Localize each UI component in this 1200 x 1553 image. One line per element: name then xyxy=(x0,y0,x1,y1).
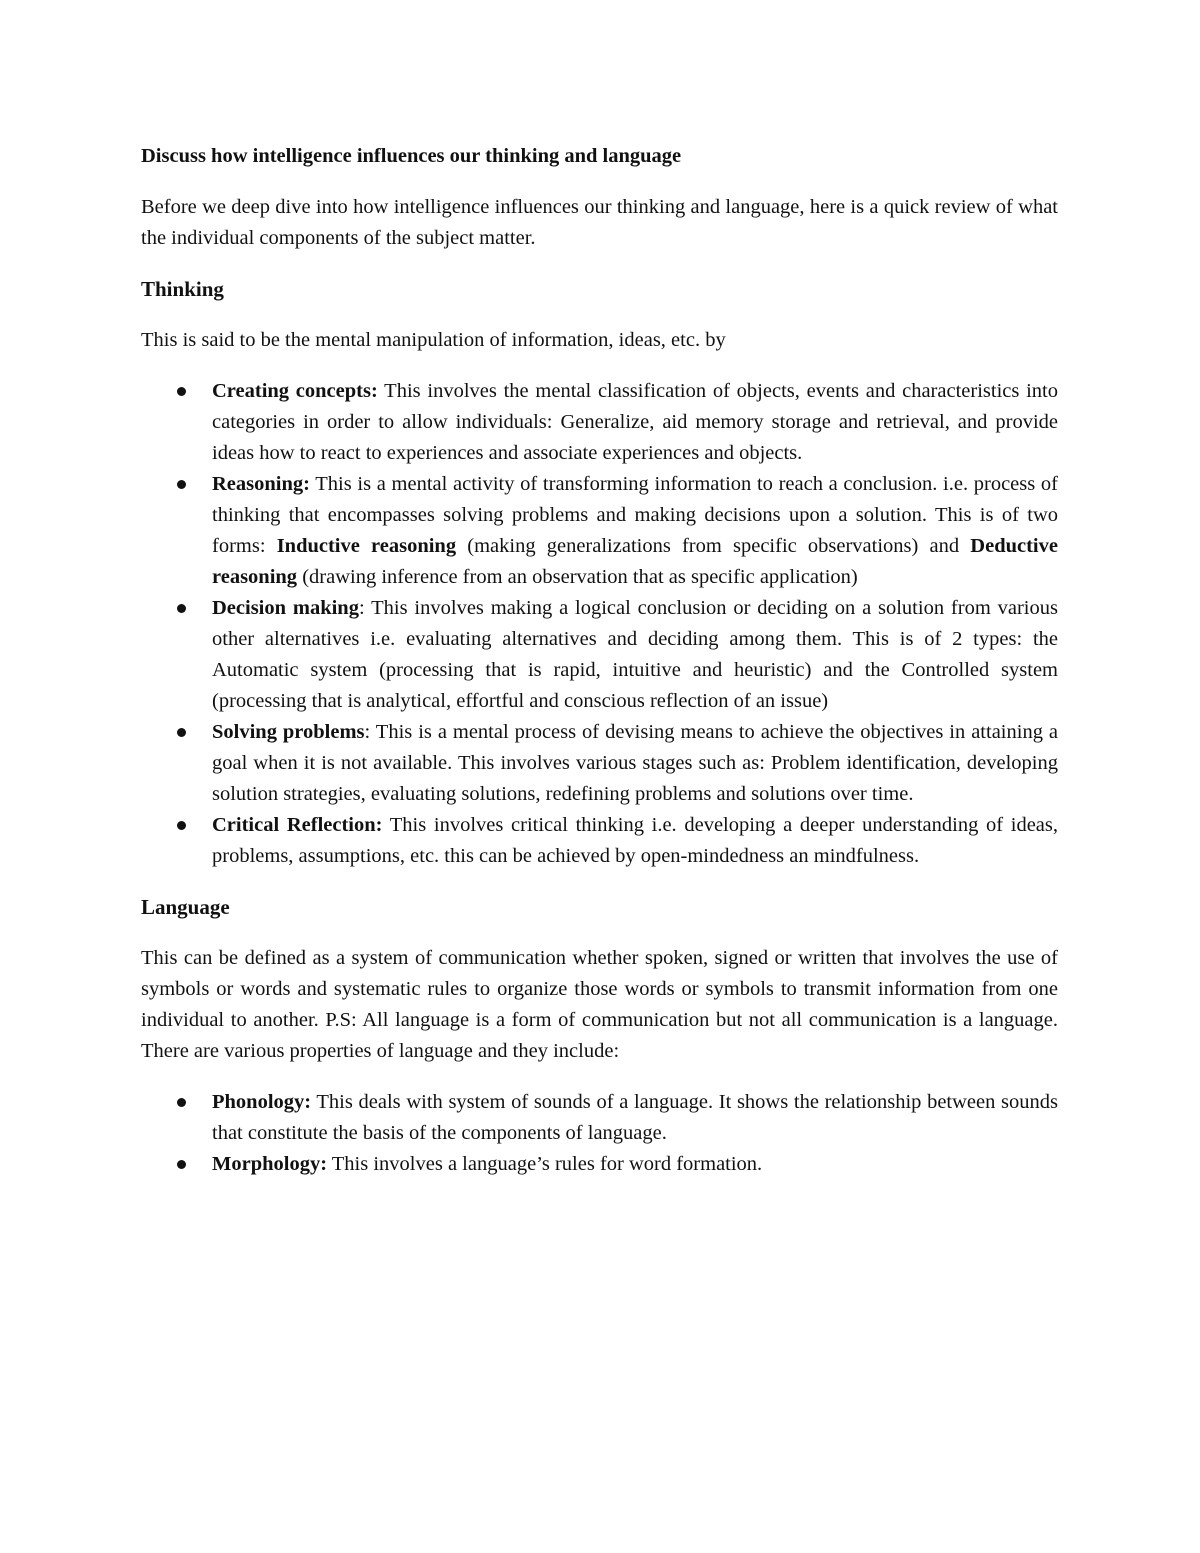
list-item-term: Critical Reflection: xyxy=(212,814,383,836)
list-item-phonology xyxy=(141,1087,1058,1149)
list-item-decision-making xyxy=(141,593,1058,717)
list-item-critical-reflection xyxy=(141,810,1058,872)
list-item-term: Morphology: xyxy=(212,1153,328,1175)
list-item-text: This involves a language’s rules for word formation. xyxy=(327,1153,763,1175)
document-page xyxy=(141,141,1058,1200)
list-item-term: Solving problems xyxy=(212,721,365,743)
list-item-reasoning xyxy=(141,469,1058,593)
inductive-reasoning-term: Inductive reasoning xyxy=(276,535,457,557)
intro-paragraph: Before we deep dive into how intelligence influences our thinking and language, here is a quick review of what the individual components of the subject matter. xyxy=(141,196,1058,249)
bullet-icon xyxy=(177,387,186,396)
bullet-icon xyxy=(177,604,186,613)
list-item-term: Phonology: xyxy=(212,1091,312,1113)
bullet-icon xyxy=(177,728,186,737)
list-item-text: (making generalizations from specific observations) and xyxy=(456,535,971,557)
bullet-icon xyxy=(177,821,186,830)
list-item-text: (drawing inference from an observation that as specific application) xyxy=(297,566,858,588)
list-item-solving-problems xyxy=(141,717,1058,810)
bullet-icon xyxy=(177,480,186,489)
list-item-text: This involves critical thinking i.e. developing a deeper understanding of ideas, problems, assumptions, etc. this can be achieved by open-mindedness an mindfulness. xyxy=(212,814,1058,867)
thinking-heading: Thinking xyxy=(141,277,224,301)
list-item-text: This deals with system of sounds of a language. It shows the relationship between sounds that constitute the basis of the components of language. xyxy=(212,1091,1058,1144)
language-definition: This can be defined as a system of communication whether spoken, signed or written that involves the use of symbols or words and systematic rules to organize those words or symbols to transmit information from one individual to another. P.S: All language is a form of communication but not all communication is a language. There are various properties of language and they include: xyxy=(141,947,1058,1062)
language-list xyxy=(141,1087,1058,1180)
list-item-term: Decision making xyxy=(212,597,359,619)
thinking-list xyxy=(141,376,1058,872)
list-item-morphology xyxy=(141,1149,1058,1180)
list-item-text: : This involves making a logical conclusion or deciding on a solution from various other alternatives i.e. evaluating alternatives and deciding among them. This is of 2 types: the Automatic system (processing that is rapid, intuitive and heuristic) and the Controlled system (processing that is analytical, effortful and conscious reflection of an issue) xyxy=(212,597,1058,712)
list-item-term: Reasoning: xyxy=(212,473,310,495)
list-item-term: Creating concepts: xyxy=(212,380,378,402)
language-heading: Language xyxy=(141,895,230,919)
list-item-text: This involves the mental classification of objects, events and characteristics into categories in order to allow individuals: Generalize, aid memory storage and retrieval, and provide ideas how to react to experiences and associate experiences and objects. xyxy=(212,380,1058,464)
list-item-creating-concepts xyxy=(141,376,1058,469)
bullet-icon xyxy=(177,1098,186,1107)
document-title: Discuss how intelligence influences our thinking and language xyxy=(141,145,682,167)
bullet-icon xyxy=(177,1160,186,1169)
list-item-text: : This is a mental process of devising means to achieve the objectives in attaining a goal when it is not available. This involves various stages such as: Problem identification, developing solution strategies, evaluating solutions, redefining problems and solutions over time. xyxy=(212,721,1058,805)
deductive-reasoning-term: Deductive reasoning xyxy=(212,535,1058,588)
list-item-text: This is a mental activity of transforming information to reach a conclusion. i.e. process of thinking that encompasses solving problems and making decisions upon a solution. This is of two forms: xyxy=(212,473,1058,557)
thinking-definition: This is said to be the mental manipulation of information, ideas, etc. by xyxy=(141,329,726,351)
